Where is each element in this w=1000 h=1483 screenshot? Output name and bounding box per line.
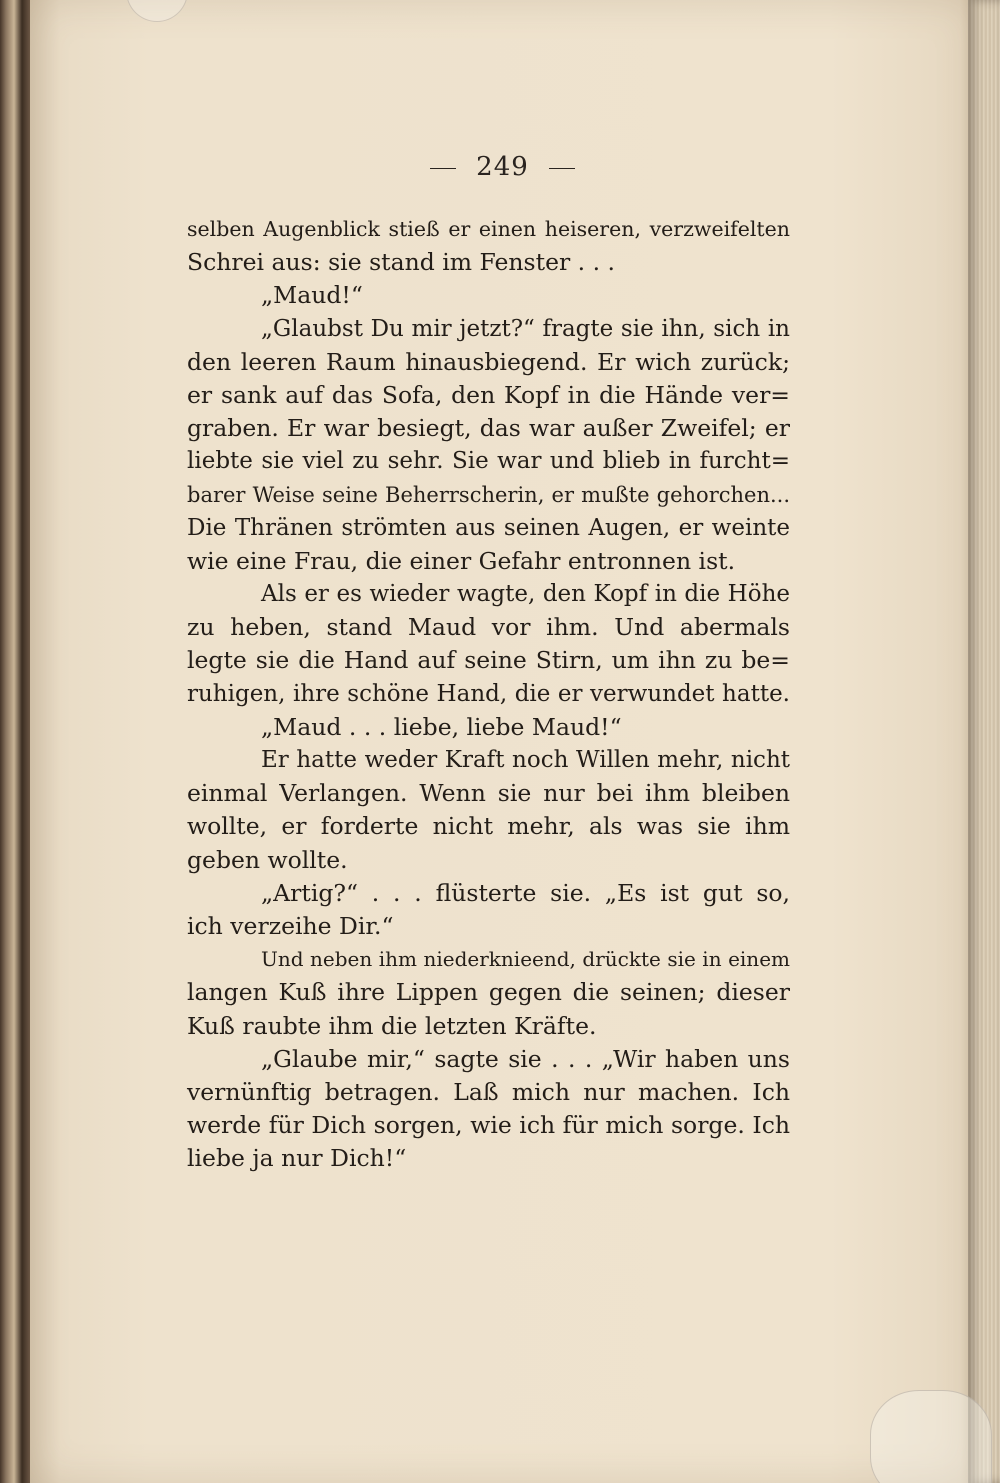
text-line: selben Augenblick stieß er einen heiseren, verzweifelten [187, 217, 790, 241]
text-line: liebte sie viel zu sehr. Sie war und blieb in furcht= [187, 448, 790, 475]
text-line: Als er es wieder wagte, den Kopf in die Höhe [261, 581, 790, 608]
page-number: 249 [476, 152, 529, 182]
text-line: „Maud!“ [261, 281, 363, 310]
text-line: vernünftig betragen. Laß mich nur machen. Ich [187, 1077, 790, 1106]
paper-page [30, 0, 975, 1483]
text-line: legte sie die Hand auf seine Stirn, um ihn zu be= [187, 646, 790, 675]
text-line: „Maud . . . liebe, liebe Maud!“ [261, 712, 622, 741]
text-line: zu heben, stand Maud vor ihm. Und abermals [187, 613, 790, 642]
text-line: liebe ja nur Dich!“ [187, 1144, 407, 1173]
curled-page-corner [870, 1390, 992, 1483]
header-dash-left-rule [430, 168, 456, 169]
binding-edge [0, 0, 30, 1483]
text-line: Und neben ihm niederknieend, drückte sie in einem [261, 947, 790, 972]
page-stack-edge [968, 0, 1000, 1483]
text-line: „Artig?“ . . . flüsterte sie. „Es ist gut so, [261, 878, 790, 907]
text-line: „Glaube mir,“ sagte sie . . . „Wir haben uns [261, 1044, 790, 1073]
text-line: werde für Dich sorgen, wie ich für mich sorge. Ich [187, 1111, 790, 1140]
text-line: Kuß raubte ihm die letzten Kräfte. [187, 1011, 597, 1040]
text-line: Die Thränen strömten aus seinen Augen, er weinte [187, 514, 790, 541]
text-line: einmal Verlangen. Wenn sie nur bei ihm bleiben [187, 779, 790, 808]
text-line: „Glaubst Du mir jetzt?“ fragte sie ihn, sich in [261, 315, 790, 342]
body-text [187, 213, 790, 1175]
text-line: wollte, er forderte nicht mehr, als was sie ihm [187, 812, 790, 841]
text-line: Schrei aus: sie stand im Fenster . . . [187, 248, 616, 277]
text-line: barer Weise seine Beherrscherin, er mußte gehorchen... [187, 482, 790, 507]
header-dash-right-rule [549, 168, 575, 169]
text-line: ruhigen, ihre schöne Hand, die er verwundet hatte. [187, 680, 790, 707]
text-line: er sank auf das Sofa, den Kopf in die Hände ver= [187, 380, 790, 409]
page-header [30, 152, 975, 182]
text-line: ich verzeihe Dir.“ [187, 911, 394, 940]
text-line: geben wollte. [187, 845, 348, 874]
text-line: Er hatte weder Kraft noch Willen mehr, nicht [261, 747, 790, 773]
text-line: graben. Er war besiegt, das war außer Zweifel; er [187, 414, 790, 443]
text-line: den leeren Raum hinausbiegend. Er wich zurück; [187, 347, 790, 376]
text-line: langen Kuß ihre Lippen gegen die seinen; dieser [187, 978, 790, 1007]
text-line: wie eine Frau, die einer Gefahr entronnen ist. [187, 546, 736, 575]
